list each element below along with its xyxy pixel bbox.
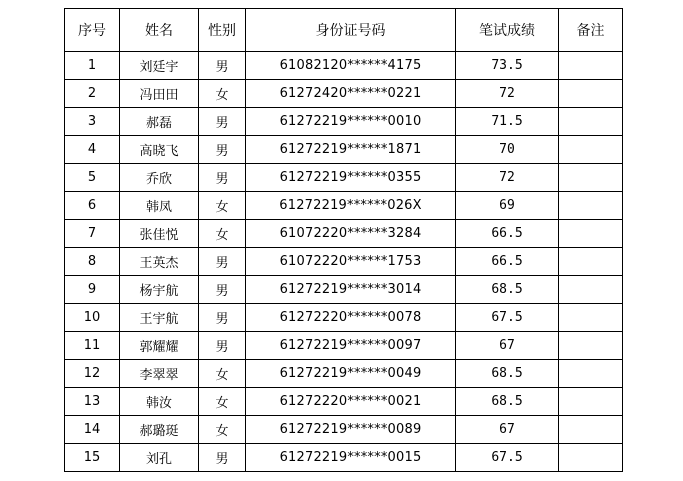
cell-gender: 女 [199,388,246,416]
cell-seq: 11 [65,332,120,360]
cell-score: 66.5 [456,248,559,276]
cell-name: 郝磊 [120,108,199,136]
cell-name: 张佳悦 [120,220,199,248]
cell-id-number: 61272219******026X [246,192,456,220]
cell-seq: 12 [65,360,120,388]
cell-remark [559,164,623,192]
table-row [65,248,623,276]
cell-seq: 4 [65,136,120,164]
cell-seq: 6 [65,192,120,220]
cell-name: 王英杰 [120,248,199,276]
cell-name: 郝璐珽 [120,416,199,444]
cell-remark [559,444,623,472]
cell-gender: 女 [199,360,246,388]
cell-seq: 15 [65,444,120,472]
table-row [65,444,623,472]
cell-score: 66.5 [456,220,559,248]
cell-seq: 9 [65,276,120,304]
table-row [65,136,623,164]
cell-id-number: 61272219******0010 [246,108,456,136]
cell-id-number: 61272219******1871 [246,136,456,164]
cell-name: 韩凤 [120,192,199,220]
cell-id-number: 61272220******0078 [246,304,456,332]
cell-remark [559,388,623,416]
cell-remark [559,360,623,388]
cell-name: 韩汝 [120,388,199,416]
cell-seq: 1 [65,52,120,80]
cell-remark [559,108,623,136]
table-row [65,52,623,80]
cell-name: 乔欣 [120,164,199,192]
cell-score: 68.5 [456,360,559,388]
cell-gender: 男 [199,444,246,472]
cell-gender: 男 [199,276,246,304]
cell-gender: 男 [199,332,246,360]
cell-score: 67 [456,416,559,444]
table-row [65,304,623,332]
cell-id-number: 61272219******0089 [246,416,456,444]
cell-id-number: 61272220******0021 [246,388,456,416]
cell-gender: 女 [199,80,246,108]
header-score: 笔试成绩 [456,9,559,52]
cell-remark [559,304,623,332]
cell-score: 68.5 [456,276,559,304]
cell-score: 72 [456,80,559,108]
header-name: 姓名 [120,9,199,52]
table-row [65,388,623,416]
cell-name: 杨宇航 [120,276,199,304]
cell-name: 刘廷宇 [120,52,199,80]
table-header [65,9,623,52]
cell-id-number: 61082120******4175 [246,52,456,80]
cell-seq: 10 [65,304,120,332]
table-row [65,332,623,360]
cell-seq: 3 [65,108,120,136]
cell-remark [559,136,623,164]
cell-gender: 女 [199,416,246,444]
cell-remark [559,332,623,360]
cell-id-number: 61072220******1753 [246,248,456,276]
cell-gender: 男 [199,52,246,80]
header-id-number: 身份证号码 [246,9,456,52]
table-row [65,360,623,388]
table-row [65,80,623,108]
cell-gender: 男 [199,248,246,276]
header-remark: 备注 [559,9,623,52]
cell-score: 70 [456,136,559,164]
header-gender: 性别 [199,9,246,52]
cell-remark [559,52,623,80]
cell-score: 73.5 [456,52,559,80]
cell-gender: 男 [199,304,246,332]
cell-id-number: 61272219******0049 [246,360,456,388]
cell-id-number: 61272219******0015 [246,444,456,472]
cell-id-number: 61072220******3284 [246,220,456,248]
score-table [64,8,623,472]
cell-score: 71.5 [456,108,559,136]
cell-remark [559,192,623,220]
cell-score: 67 [456,332,559,360]
cell-seq: 13 [65,388,120,416]
table-row [65,192,623,220]
header-seq: 序号 [65,9,120,52]
cell-score: 68.5 [456,388,559,416]
cell-gender: 男 [199,136,246,164]
cell-seq: 2 [65,80,120,108]
cell-gender: 女 [199,220,246,248]
cell-id-number: 61272219******0355 [246,164,456,192]
cell-name: 王宇航 [120,304,199,332]
table-body [65,52,623,472]
cell-name: 高晓飞 [120,136,199,164]
cell-gender: 女 [199,192,246,220]
cell-remark [559,80,623,108]
table-row [65,416,623,444]
table-row [65,276,623,304]
cell-seq: 5 [65,164,120,192]
cell-score: 67.5 [456,304,559,332]
cell-remark [559,416,623,444]
cell-score: 72 [456,164,559,192]
cell-name: 李翠翠 [120,360,199,388]
cell-remark [559,248,623,276]
cell-name: 冯田田 [120,80,199,108]
cell-seq: 14 [65,416,120,444]
cell-score: 67.5 [456,444,559,472]
cell-remark [559,220,623,248]
cell-seq: 7 [65,220,120,248]
table-row [65,220,623,248]
cell-id-number: 61272219******0097 [246,332,456,360]
table-row [65,164,623,192]
cell-name: 郭耀耀 [120,332,199,360]
cell-remark [559,276,623,304]
header-row [65,9,623,52]
cell-seq: 8 [65,248,120,276]
cell-score: 69 [456,192,559,220]
table-row [65,108,623,136]
cell-id-number: 61272219******3014 [246,276,456,304]
cell-id-number: 61272420******0221 [246,80,456,108]
cell-name: 刘孔 [120,444,199,472]
cell-gender: 男 [199,164,246,192]
cell-gender: 男 [199,108,246,136]
